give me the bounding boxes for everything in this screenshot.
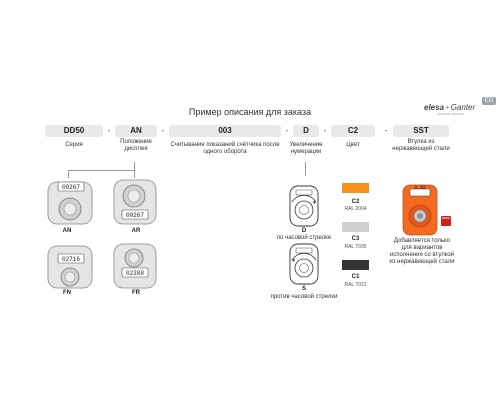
knob-fr-icon: [108, 240, 164, 292]
separator: -: [285, 126, 289, 135]
variant-label-an: AN: [62, 228, 72, 234]
separator: -: [107, 126, 111, 135]
direction-code-d: D: [301, 228, 307, 234]
label-color: Цвет: [346, 142, 360, 148]
code-color: C2: [331, 125, 375, 137]
direction-code-s: S: [301, 286, 306, 292]
color-ral-2004: RAL 2004: [344, 206, 367, 212]
direction-text-s: против часовой стрелки: [270, 294, 338, 300]
separator: -: [384, 126, 388, 135]
inox-tag: INOX: [441, 216, 451, 226]
brand-badge: EG: [482, 97, 496, 105]
code-series: DD50: [45, 125, 103, 137]
clockwise-knob-icon: [284, 180, 324, 230]
color-ral-7035: RAL 7035: [344, 244, 367, 250]
label-display: Положение дисплея: [120, 139, 152, 152]
connector-line: [68, 170, 134, 171]
code-reading: 003: [169, 125, 281, 137]
label-series: Серия: [65, 142, 83, 148]
svg-text:02388: 02388: [125, 270, 145, 277]
label-direction: Увеличение нумерации: [289, 142, 323, 155]
separator: -: [161, 126, 165, 135]
label-bushing: Втулка из нержавеющей стали: [392, 139, 450, 152]
color-swatch-orange: [342, 183, 369, 193]
separator: -: [323, 126, 327, 135]
label-reading: Считывание показаний счётчика после одного оборота: [170, 142, 280, 155]
knob-ar-icon: [108, 176, 164, 228]
code-direction: D: [293, 125, 319, 137]
counterclockwise-knob-icon: [284, 240, 324, 288]
variant-label-fn: FN: [63, 290, 71, 296]
brand-logo: elesa+Ganter ORIGINAL DESIGN: [424, 103, 476, 116]
color-swatch-dark: [342, 260, 369, 270]
svg-text:00267: 00267: [61, 184, 81, 191]
svg-text:02716: 02716: [61, 256, 81, 263]
color-code-c3: C3: [351, 236, 360, 242]
product-counter-digits: 3.32: [413, 185, 426, 191]
connector-line: [305, 162, 306, 176]
page-title: Пример описания для заказа: [188, 107, 312, 117]
code-display: AN: [115, 125, 157, 137]
knob-an-icon: [40, 176, 100, 228]
knob-fn-icon: [40, 240, 100, 292]
code-bushing: SST: [393, 125, 449, 137]
color-ral-7021: RAL 7021: [344, 282, 367, 288]
direction-text-d: по часовой стрелке: [276, 235, 332, 241]
variant-label-ar: AR: [131, 228, 141, 234]
color-code-c2: C2: [351, 199, 360, 205]
variant-label-fr: FR: [132, 290, 140, 296]
color-code-c1: C1: [351, 274, 360, 280]
color-swatch-grey: [342, 222, 369, 232]
bushing-note: Добавляется только для вариантов исполнения со втулкой из нержавеющей стали: [389, 238, 455, 265]
svg-text:00267: 00267: [125, 212, 145, 219]
